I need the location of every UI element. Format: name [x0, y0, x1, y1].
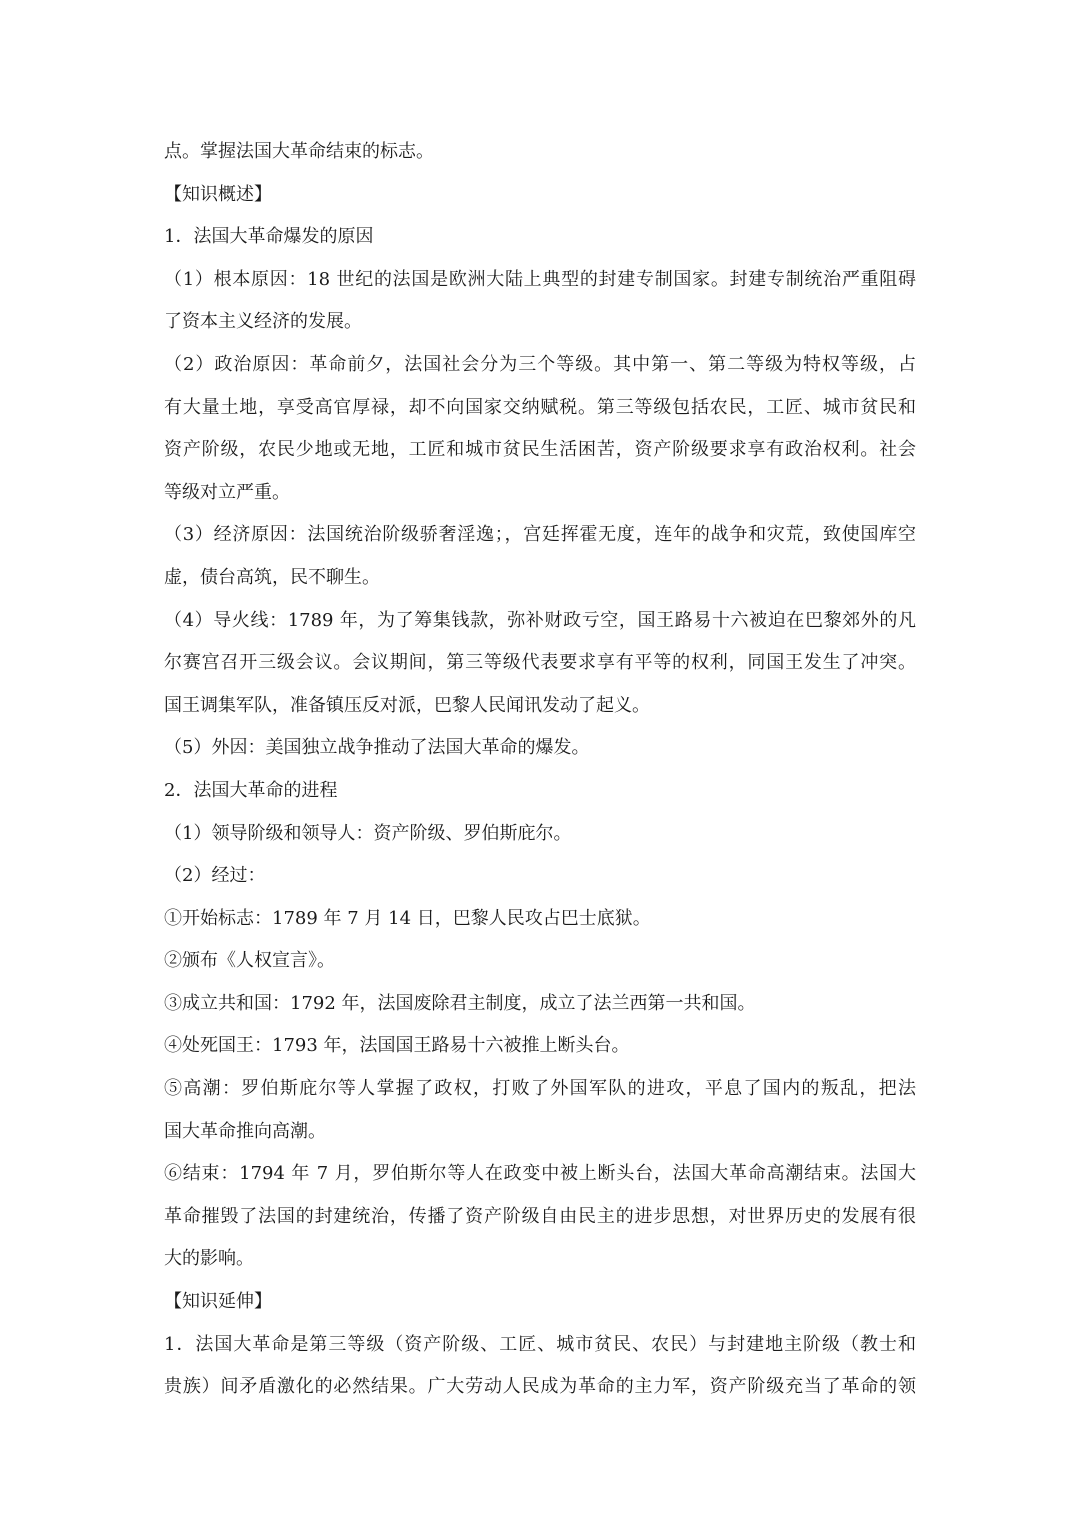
list-item: ②颁布《人权宣言》。 — [164, 950, 335, 972]
text-line: （2）政治原因：革命前夕，法国社会分为三个等级。其中第一、第二等级为特权等级，占 — [164, 353, 916, 375]
list-item: ⑥结束：1794 年 7 月，罗伯斯尔等人在政变中被上断头台，法国大革命高潮结束。法国大 — [164, 1163, 916, 1185]
list-item: ③成立共和国：1792 年，法国废除君主制度，成立了法兰西第一共和国。 — [164, 992, 756, 1014]
text-line: 大的影响。 — [164, 1248, 254, 1270]
text-line: （1）根本原因：18 世纪的法国是欧洲大陆上典型的封建专制国家。封建专制统治严重阻碍 — [164, 268, 916, 290]
text-line: 革命摧毁了法国的封建统治，传播了资产阶级自由民主的进步思想，对世界历史的发展有很 — [164, 1205, 916, 1227]
text-line: 资产阶级，农民少地或无地，工匠和城市贫民生活困苦，资产阶级要求享有政治权利。社会 — [164, 439, 916, 461]
text-line: 点。掌握法国大革命结束的标志。 — [164, 141, 434, 162]
section-heading-extension: 【知识延伸】 — [164, 1291, 272, 1313]
text-line: （1）领导阶级和领导人：资产阶级、罗伯斯庇尔。 — [164, 822, 572, 844]
text-line: 贵族）间矛盾激化的必然结果。广大劳动人民成为革命的主力军，资产阶级充当了革命的领 — [164, 1376, 916, 1398]
document-page — [164, 131, 916, 1409]
text-line: （3）经济原因：法国统治阶级骄奢淫逸；，宫廷挥霍无度，连年的战争和灾荒，致使国库空 — [164, 524, 916, 546]
subheading-causes: 1．法国大革命爆发的原因 — [164, 226, 374, 248]
list-item: ①开始标志：1789 年 7 月 14 日，巴黎人民攻占巴士底狱。 — [164, 907, 651, 929]
text-line: 国大革命推向高潮。 — [164, 1120, 326, 1142]
text-line: 有大量土地，享受高官厚禄，却不向国家交纳赋税。第三等级包括农民，工匠、城市贫民和 — [164, 396, 916, 418]
text-line: （2）经过： — [164, 865, 266, 887]
list-item: ④处死国王：1793 年，法国国王路易十六被推上断头台。 — [164, 1035, 630, 1057]
text-line: 了资本主义经济的发展。 — [164, 311, 362, 333]
subheading-process: 2．法国大革命的进程 — [164, 779, 338, 801]
text-line: 等级对立严重。 — [164, 481, 290, 503]
text-line: 国王调集军队，准备镇压反对派，巴黎人民闻讯发动了起义。 — [164, 694, 650, 716]
text-line: （5）外因：美国独立战争推动了法国大革命的爆发。 — [164, 737, 590, 759]
section-heading-overview: 【知识概述】 — [164, 183, 272, 205]
text-line: 尔赛宫召开三级会议。会议期间，第三等级代表要求享有平等的权利，同国王发生了冲突。 — [164, 652, 916, 674]
text-line: 虚，债台高筑，民不聊生。 — [164, 566, 380, 588]
text-line: （4）导火线：1789 年，为了筹集钱款，弥补财政亏空，国王路易十六被迫在巴黎郊外的凡 — [164, 609, 916, 631]
text-line: 1．法国大革命是第三等级（资产阶级、工匠、城市贫民、农民）与封建地主阶级（教士和 — [164, 1333, 916, 1355]
list-item: ⑤高潮：罗伯斯庇尔等人掌握了政权，打败了外国军队的进攻，平息了国内的叛乱，把法 — [164, 1078, 916, 1100]
